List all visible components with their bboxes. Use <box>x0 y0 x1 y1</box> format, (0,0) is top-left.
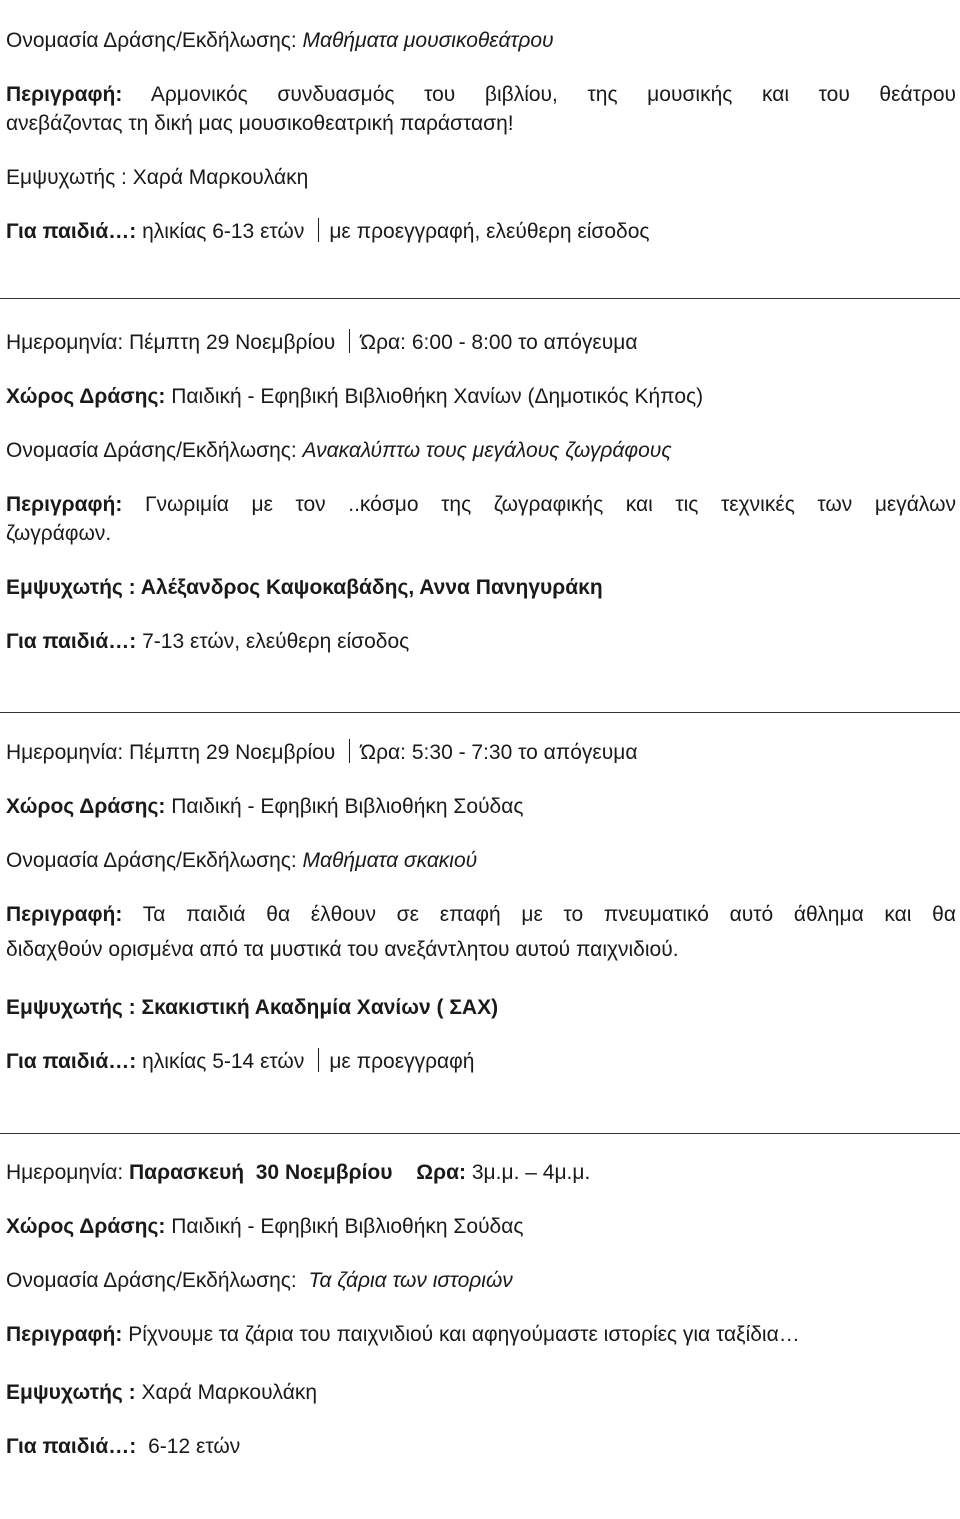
event2-kids-value: 7-13 ετών, ελεύθερη είσοδος <box>142 630 410 653</box>
event3-kids-value: ηλικίας 5-14 ετών <box>142 1050 305 1073</box>
animator-label: Εμψυχωτής : <box>6 996 136 1019</box>
event4-description-text: Ρίχνουμε τα ζάρια του παιχνιδιού και αφηγούμαστε ιστορίες για ταξίδια… <box>128 1323 800 1346</box>
event3-venue-value: Παιδική - Εφηβική Βιβλιοθήκη Σούδας <box>171 795 524 818</box>
event1-description-text: Αρμονικός συνδυασμός του βιβλίου, της μουσικής και του θεάτρου <box>150 83 956 106</box>
event4-description-row <box>6 1321 956 1349</box>
time-label: Ώρα: <box>360 331 407 354</box>
time-label: Ώρα: <box>360 741 407 764</box>
event2-description-text: Γνωριμία με τον ..κόσμο της ζωγραφικής και τις τεχνικές των μεγάλων <box>144 493 956 516</box>
date-label: Ημερομηνία: <box>6 741 124 764</box>
event3-name-value: Μαθήματα σκακιού <box>302 849 478 872</box>
separator-bar <box>318 1048 319 1072</box>
kids-label: Για παιδιά…: <box>6 1050 137 1073</box>
name-label: Ονομασία Δράσης/Εκδήλωσης: <box>6 849 297 872</box>
section-divider <box>0 712 960 713</box>
event2-description-text-2: ζωγράφων. <box>6 522 112 545</box>
event4-date-row <box>6 1159 956 1187</box>
separator-bar <box>318 218 319 242</box>
event2-animator-row <box>6 574 956 602</box>
name-label: Ονομασία Δράσης/Εκδήλωσης: <box>6 439 297 462</box>
event4-venue-value: Παιδική - Εφηβική Βιβλιοθήκη Σούδας <box>171 1215 524 1238</box>
venue-label: Χώρος Δράσης: <box>6 795 166 818</box>
kids-label: Για παιδιά…: <box>6 630 137 653</box>
event3-description-row <box>6 901 956 929</box>
event3-date-row <box>6 739 956 767</box>
venue-label: Χώρος Δράσης: <box>6 1215 166 1238</box>
event4-date-value: Παρασκευή 30 Νοεμβρίου <box>129 1161 393 1184</box>
date-label: Ημερομηνία: <box>6 1161 124 1184</box>
date-label: Ημερομηνία: <box>6 331 124 354</box>
event1-kids-extra: με προεγγραφή, ελεύθερη είσοδος <box>329 220 650 243</box>
event1-description-continuation <box>6 110 956 138</box>
event1-kids-value: ηλικίας 6-13 ετών <box>142 220 305 243</box>
section-divider <box>0 1133 960 1134</box>
name-label: Ονομασία Δράσης/Εκδήλωσης: <box>6 29 297 52</box>
event2-description-continuation <box>6 520 956 548</box>
event4-kids-row <box>6 1433 956 1461</box>
kids-label: Για παιδιά…: <box>6 1435 137 1458</box>
event2-name-row <box>6 437 956 465</box>
description-label: Περιγραφή: <box>6 903 123 926</box>
event4-time-value: 3μ.μ. – 4μ.μ. <box>471 1161 591 1184</box>
event2-venue-row <box>6 383 956 411</box>
event3-animator-row <box>6 994 956 1022</box>
event2-date-value: Πέμπτη 29 Νοεμβρίου <box>129 331 336 354</box>
description-label: Περιγραφή: <box>6 1323 123 1346</box>
event4-name-row <box>6 1267 956 1295</box>
kids-label: Για παιδιά…: <box>6 220 137 243</box>
name-label: Ονομασία Δράσης/Εκδήλωσης: <box>6 1269 297 1292</box>
event2-description-row <box>6 491 956 519</box>
event1-description-text-2: ανεβάζοντας τη δική μας μουσικοθεατρική παράσταση! <box>6 112 514 135</box>
event1-name-row <box>6 27 956 55</box>
animator-label: Εμψυχωτής : <box>6 1381 136 1404</box>
description-label: Περιγραφή: <box>6 493 123 516</box>
event1-animator-row <box>6 164 956 192</box>
venue-label: Χώρος Δράσης: <box>6 385 166 408</box>
event3-name-row <box>6 847 956 875</box>
separator-bar <box>349 739 350 763</box>
separator-bar <box>349 329 350 353</box>
event2-name-value: Ανακαλύπτω τους μεγάλους ζωγράφους <box>302 439 672 462</box>
event1-animator-value: Χαρά Μαρκουλάκη <box>132 166 309 189</box>
event3-kids-row <box>6 1048 956 1076</box>
event3-kids-extra: με προεγγραφή <box>329 1050 475 1073</box>
event3-date-value: Πέμπτη 29 Νοεμβρίου <box>129 741 336 764</box>
event3-venue-row <box>6 793 956 821</box>
animator-label: Εμψυχωτής : <box>6 166 127 189</box>
event4-venue-row <box>6 1213 956 1241</box>
event2-venue-value: Παιδική - Εφηβική Βιβλιοθήκη Χανίων (Δημοτικός Κήπος) <box>171 385 704 408</box>
description-label: Περιγραφή: <box>6 83 123 106</box>
event3-time-value: 5:30 - 7:30 το απόγευμα <box>411 741 638 764</box>
animator-label: Εμψυχωτής : <box>6 576 136 599</box>
section-divider <box>0 298 960 299</box>
time-label: Ωρα: <box>416 1161 467 1184</box>
event1-kids-row <box>6 218 956 246</box>
event4-animator-value: Χαρά Μαρκουλάκη <box>141 1381 318 1404</box>
event1-description-row <box>6 81 956 109</box>
event4-animator-row <box>6 1379 956 1407</box>
event3-description-text-2: διδαχθούν ορισμένα από τα μυστικά του ανεξάντλητου αυτού παιχνιδιού. <box>6 938 679 961</box>
event3-description-text: Τα παιδιά θα έλθουν σε επαφή με το πνευματικό αυτό άθλημα και θα <box>142 903 956 926</box>
event2-kids-row <box>6 628 956 656</box>
event4-kids-value: 6-12 ετών <box>148 1435 241 1458</box>
event2-time-value: 6:00 - 8:00 το απόγευμα <box>411 331 638 354</box>
event2-animator-value: Αλέξανδρος Καψοκαβάδης, Αννα Πανηγυράκη <box>140 576 603 599</box>
event4-name-value: Τα ζάρια των ιστοριών <box>308 1269 513 1292</box>
event1-name-value: Μαθήματα μουσικοθεάτρου <box>302 29 554 52</box>
event2-date-row <box>6 329 956 357</box>
event3-animator-value: Σκακιστική Ακαδημία Χανίων ( ΣΑΧ) <box>141 996 499 1019</box>
event3-description-continuation <box>6 936 956 964</box>
